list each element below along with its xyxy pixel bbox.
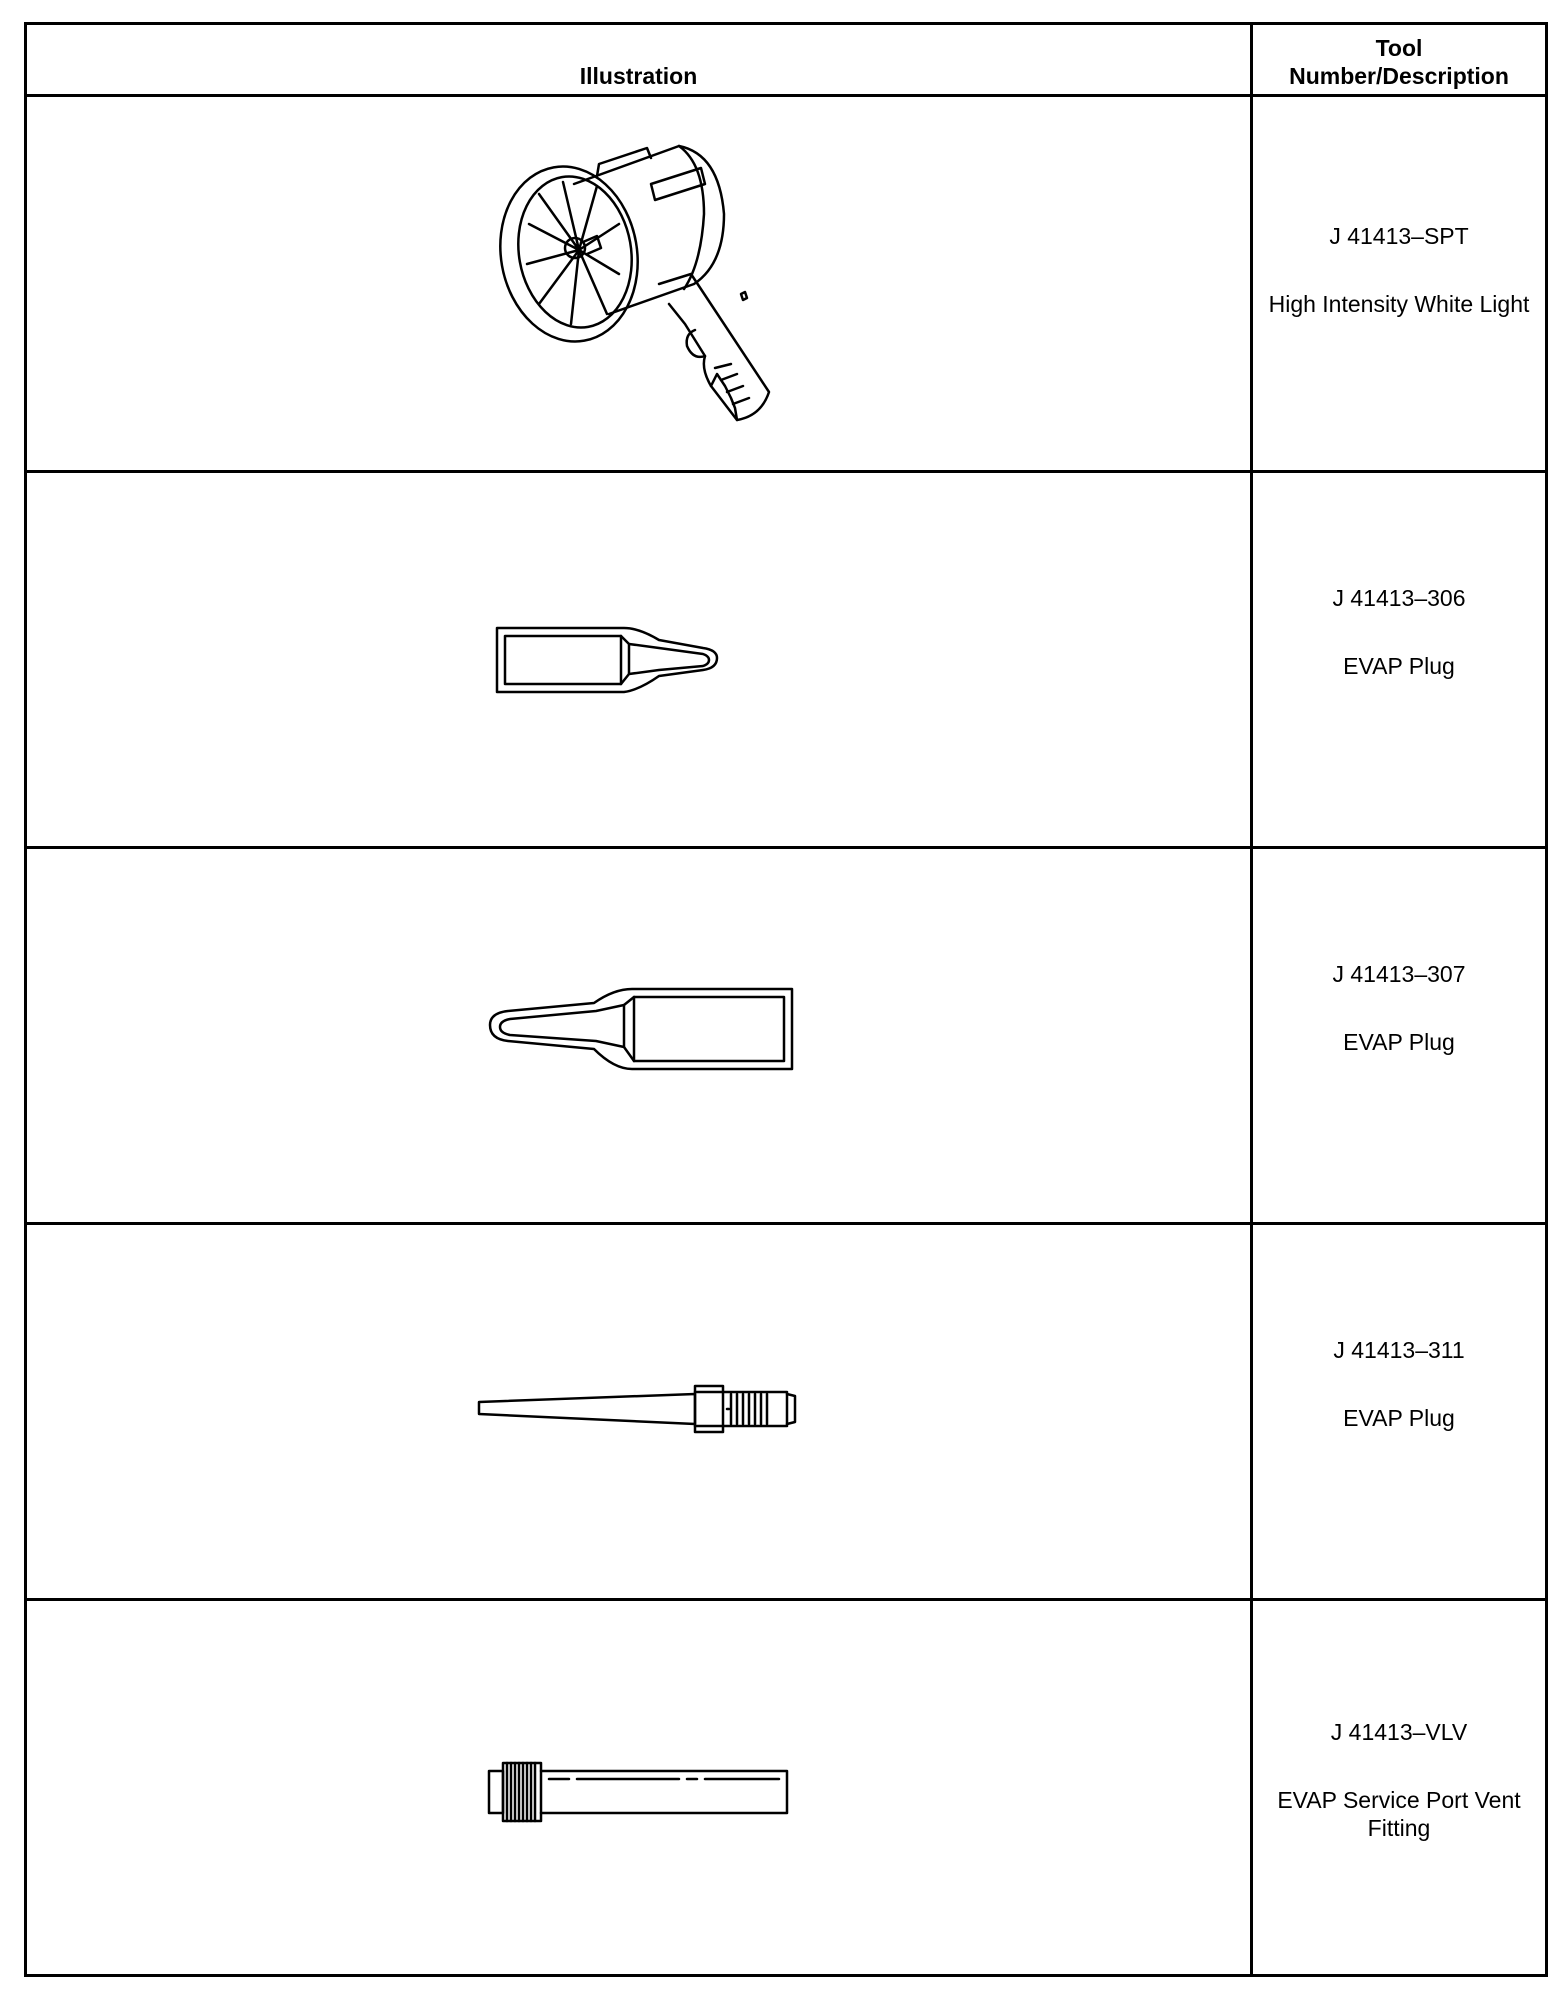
tool-info-cell [1252, 472, 1547, 848]
evap-plug-icon [474, 981, 804, 1091]
tool-number: J 41413–307 [1332, 960, 1466, 987]
tool-description: High Intensity White Light [1268, 290, 1530, 317]
table-row [26, 1224, 1547, 1600]
illustration-cell [26, 848, 1252, 1224]
tool-description: EVAP Service Port Vent Fitting [1277, 1786, 1521, 1841]
tapered-plug-icon [469, 1372, 809, 1452]
tool-number: J 41413–306 [1332, 584, 1466, 611]
tool-header-line2: Number/Description [1289, 63, 1509, 89]
tool-header [1252, 24, 1547, 96]
tool-number: J 41413–VLV [1330, 1718, 1468, 1745]
tool-description: EVAP Plug [1343, 1404, 1455, 1431]
table-row [26, 1600, 1547, 1976]
tool-number: J 41413–SPT [1329, 222, 1469, 249]
tool-info-cell [1252, 848, 1547, 1224]
tool-number: J 41413–311 [1333, 1336, 1465, 1363]
tool-description: EVAP Plug [1343, 652, 1455, 679]
table-row [26, 96, 1547, 472]
header-row [26, 24, 1547, 96]
illustration-cell [26, 472, 1252, 848]
tool-info-cell [1252, 1600, 1547, 1976]
table-row [26, 848, 1547, 1224]
illustration-cell [26, 1224, 1252, 1600]
illustration-cell [26, 1600, 1252, 1976]
illustration-cell [26, 96, 1252, 472]
tools-table [24, 22, 1548, 1977]
tool-info-cell [1252, 1224, 1547, 1600]
spotlight-icon [479, 124, 799, 444]
illustration-header: Illustration [26, 24, 1252, 96]
evap-plug-icon [489, 610, 789, 710]
table-row [26, 472, 1547, 848]
tool-header-line1: Tool [1375, 35, 1423, 61]
tool-info-cell [1252, 96, 1547, 472]
tool-description: EVAP Plug [1343, 1028, 1455, 1055]
vent-fitting-icon [479, 1743, 799, 1833]
